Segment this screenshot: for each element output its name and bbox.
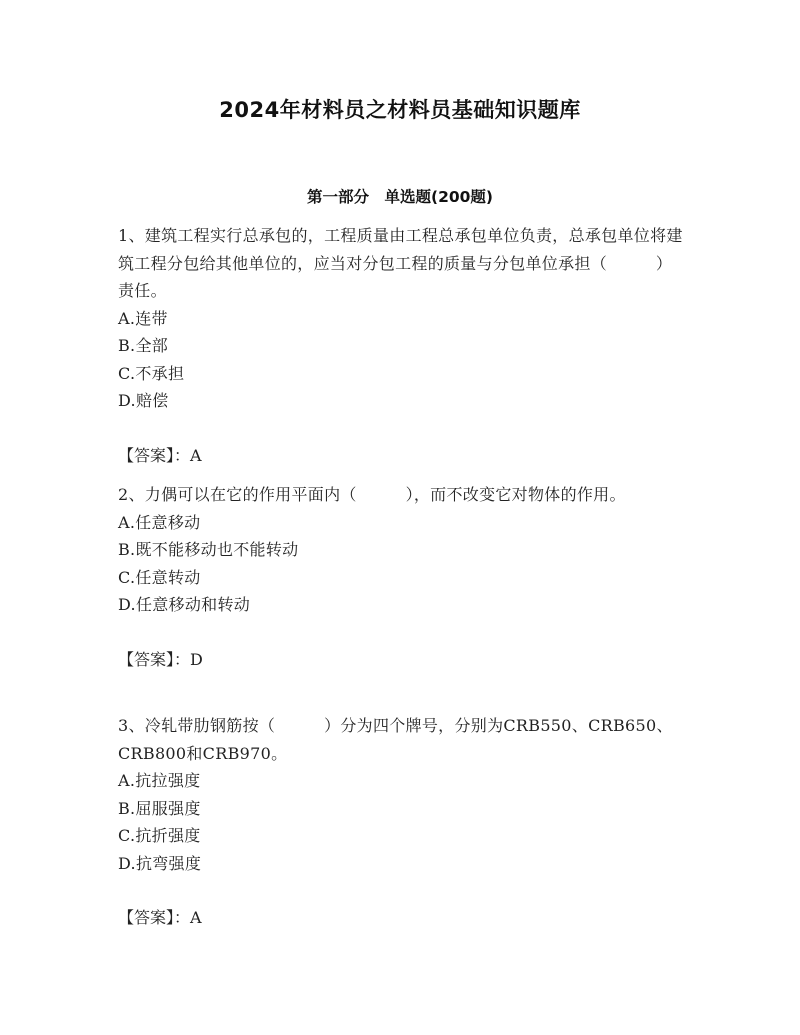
answer-value: D [190, 649, 203, 669]
question-3 [118, 712, 688, 932]
option-d: D.任意移动和转动 [118, 595, 251, 614]
option-c: C.不承担 [118, 363, 185, 383]
answer-label: 【答案】： [118, 445, 191, 465]
option-d: D.抗弯强度 [118, 853, 202, 873]
question-stem: 2、力偶可以在它的作用平面内（ ），而不改变它对物体的作用。 [118, 485, 626, 504]
page-title: 2024年材料员之材料员基础知识题库 [219, 98, 581, 122]
option-b: B.全部 [118, 336, 169, 355]
option-list [118, 509, 688, 619]
option-d: D.赔偿 [118, 391, 169, 410]
answer-line [118, 646, 688, 674]
option-c: C.抗折强度 [118, 826, 201, 845]
section-title: 第一部分 单选题(200题) [306, 188, 494, 206]
answer-line [118, 904, 688, 932]
answer-label: 【答案】： [118, 908, 191, 927]
question-stem: 3、冷轧带肋钢筋按（ ）分为四个牌号，分别为CRB550、CRB650、CRB800和CRB970。 [118, 716, 673, 763]
answer-value: A [190, 445, 202, 465]
option-list [118, 305, 688, 415]
option-c: C.任意转动 [118, 567, 201, 587]
answer-label: 【答案】： [118, 649, 191, 669]
option-list [118, 767, 688, 877]
answer-line [118, 442, 688, 470]
answer-value: A [190, 908, 202, 927]
option-b: B.既不能移动也不能转动 [118, 540, 299, 559]
option-b: B.屈服强度 [118, 798, 201, 818]
question-2 [118, 481, 688, 673]
question-stem: 1、建筑工程实行总承包的，工程质量由工程总承包单位负责，总承包单位将建筑工程分包给其他单位的，应当对分包工程的质量与分包单位承担（ ）责任。 [118, 226, 683, 300]
option-a: A.连带 [118, 308, 168, 328]
option-a: A.任意移动 [118, 512, 201, 532]
option-a: A.抗拉强度 [118, 771, 201, 790]
question-1 [118, 222, 688, 469]
